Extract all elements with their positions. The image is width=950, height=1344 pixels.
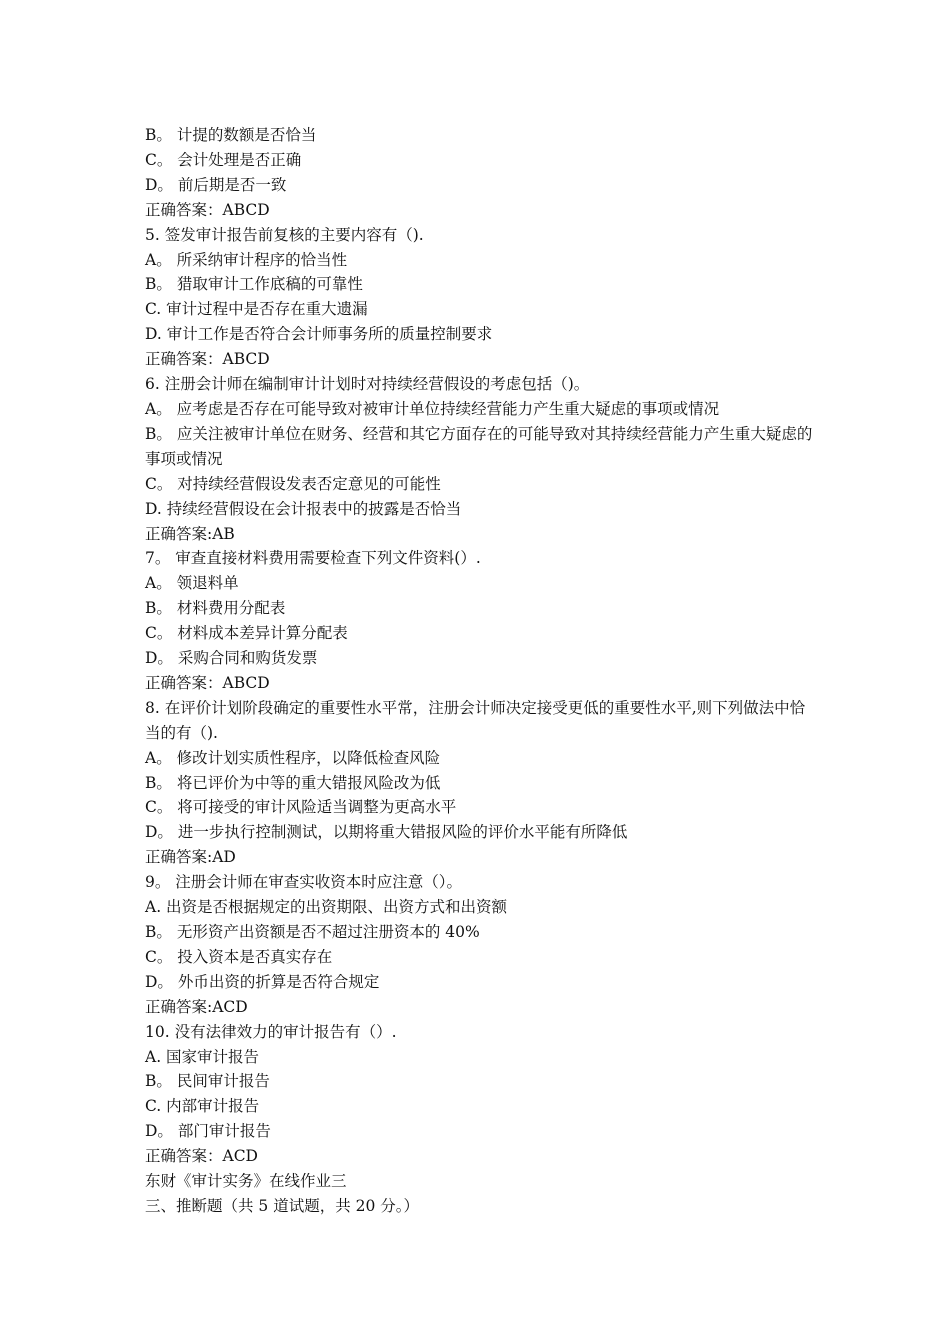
answer-line: 正确答案：ABCD [145, 350, 270, 369]
option-line: A。 所采纳审计程序的恰当性 [145, 250, 348, 269]
question-line: 7。 审查直接材料费用需要检查下列文件资料(）. [145, 549, 481, 568]
answer-line: 正确答案：ACD [145, 1147, 258, 1166]
answer-line: 正确答案:AD [145, 848, 236, 867]
option-line: A. 国家审计报告 [145, 1047, 260, 1066]
option-line: C。 投入资本是否真实存在 [145, 947, 333, 966]
option-line: A。 领退料单 [145, 574, 239, 593]
option-line: D。 进一步执行控制测试，以期将重大错报风险的评价水平能有所降低 [145, 823, 628, 842]
option-line: B。 计提的数额是否恰当 [145, 126, 317, 144]
option-line: A. 出资是否根据规定的出资期限、出资方式和出资额 [145, 898, 508, 917]
option-line: C。 将可接受的审计风险适当调整为更高水平 [145, 798, 457, 817]
option-line: D。 采购合同和购货发票 [145, 649, 318, 668]
option-line: D. 持续经营假设在会计报表中的披露是否恰当 [145, 499, 462, 518]
option-line: B。 将已评价为中等的重大错报风险改为低 [145, 773, 441, 792]
option-line: C. 内部审计报告 [145, 1097, 260, 1116]
option-line: B。 猎取审计工作底稿的可靠性 [145, 275, 363, 294]
question-line: 9。 注册会计师在审查实收资本时应注意（）。 [145, 873, 463, 892]
option-line: A。 修改计划实质性程序，以降低检查风险 [145, 748, 441, 767]
option-line: C. 审计过程中是否存在重大遗漏 [145, 300, 368, 319]
option-line: D。 前后期是否一致 [145, 175, 287, 194]
option-line: D。 部门审计报告 [145, 1122, 271, 1141]
option-line: A。 应考虑是否存在可能导致对被审计单位持续经营能力产生重大疑虑的事项或情况 [145, 399, 720, 418]
question-line: 8. 在评价计划阶段确定的重要性水平常，注册会计师决定接受更低的重要性水平,则下列做法中恰当的有（). [145, 698, 806, 742]
option-line: C。 对持续经营假设发表否定意见的可能性 [145, 474, 441, 493]
option-line: D. 审计工作是否符合会计师事务所的质量控制要求 [145, 325, 493, 344]
option-line: B。 无形资产出资额是否不超过注册资本的 40% [145, 923, 480, 941]
option-line: C。 材料成本差异计算分配表 [145, 624, 348, 643]
option-line: D。 外币出资的折算是否符合规定 [145, 972, 380, 991]
option-line: B。 材料费用分配表 [145, 599, 286, 618]
option-line: C。 会计处理是否正确 [145, 150, 302, 169]
document-body [145, 123, 815, 1219]
answer-line: 正确答案：ABCD [145, 673, 270, 692]
assignment-title: 东财《审计实务》在线作业三 [145, 1172, 347, 1191]
option-line: B。 民间审计报告 [145, 1072, 270, 1091]
answer-line: 正确答案:ACD [145, 997, 248, 1016]
section-heading: 三、推断题（共 5 道试题，共 20 分。） [145, 1196, 420, 1215]
question-line: 6. 注册会计师在编制审计计划时对持续经营假设的考虑包括（)。 [145, 375, 590, 394]
question-line: 5. 签发审计报告前复核的主要内容有（). [145, 225, 424, 244]
answer-line: 正确答案：ABCD [145, 200, 270, 219]
question-line: 10. 没有法律效力的审计报告有（）. [145, 1022, 397, 1041]
option-line: B。 应关注被审计单位在财务、经营和其它方面存在的可能导致对其持续经营能力产生重大疑虑的事项或情况 [145, 424, 813, 468]
answer-line: 正确答案:AB [145, 524, 235, 543]
